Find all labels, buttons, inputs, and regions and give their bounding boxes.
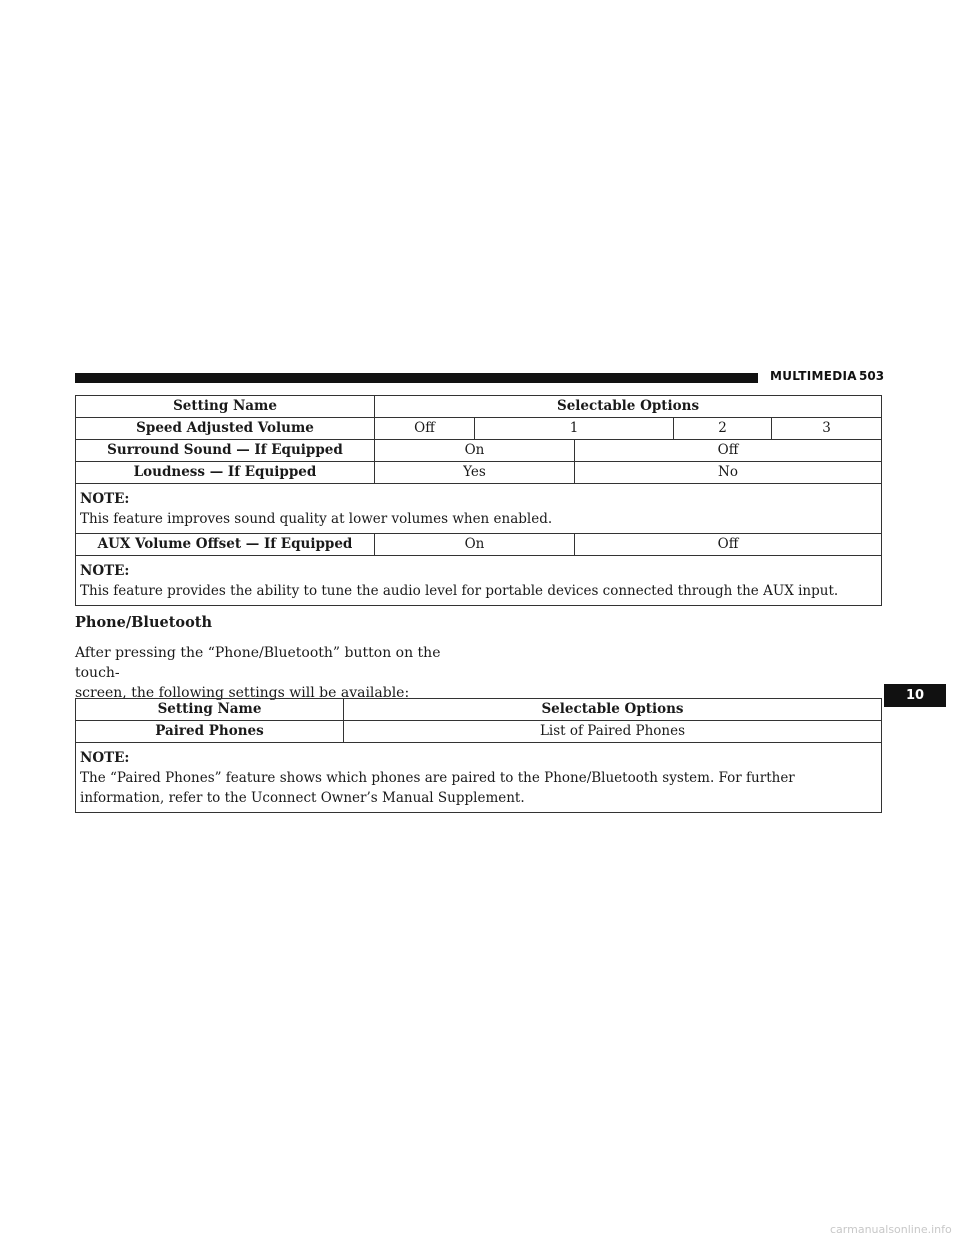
page-number: 503 bbox=[859, 369, 885, 383]
audio-settings-table bbox=[75, 395, 882, 606]
note-text: This feature provides the ability to tune the audio level for portable devices connected through the AUX input. bbox=[80, 583, 839, 599]
watermark: carmanualsonline.info bbox=[830, 1223, 952, 1236]
note-row bbox=[76, 484, 882, 534]
table-row bbox=[76, 418, 882, 440]
table-row bbox=[76, 721, 882, 743]
column-header-setting: Setting Name bbox=[76, 396, 375, 418]
body-line: After pressing the “Phone/Bluetooth” button on the touch- bbox=[75, 645, 441, 681]
note-text: The “Paired Phones” feature shows which phones are paired to the Phone/Bluetooth system. For further information, refer to the Uconnect Owner’s Manual Supplement. bbox=[80, 770, 795, 806]
note-cell bbox=[76, 484, 882, 534]
note-label: NOTE: bbox=[80, 491, 130, 507]
table-row bbox=[76, 534, 882, 556]
section-title: MULTIMEDIA bbox=[770, 369, 857, 383]
setting-name: Speed Adjusted Volume bbox=[76, 418, 375, 440]
option-value: 1 bbox=[475, 418, 674, 440]
section-body bbox=[75, 643, 475, 703]
note-row bbox=[76, 556, 882, 606]
table-row bbox=[76, 462, 882, 484]
column-header-setting: Setting Name bbox=[76, 699, 344, 721]
column-header-options: Selectable Options bbox=[375, 396, 882, 418]
option-value: List of Paired Phones bbox=[344, 721, 882, 743]
table-header-row bbox=[76, 699, 882, 721]
body-line: screen, the following settings will be available: bbox=[75, 685, 410, 701]
option-value: 2 bbox=[674, 418, 772, 440]
note-label: NOTE: bbox=[80, 563, 130, 579]
option-value: Off bbox=[575, 440, 882, 462]
note-cell bbox=[76, 556, 882, 606]
chapter-tab: 10 bbox=[884, 684, 946, 707]
table-header-row bbox=[76, 396, 882, 418]
note-text: This feature improves sound quality at lower volumes when enabled. bbox=[80, 511, 553, 527]
phone-settings-table bbox=[75, 698, 882, 813]
setting-name: Loudness — If Equipped bbox=[76, 462, 375, 484]
column-header-options: Selectable Options bbox=[344, 699, 882, 721]
option-value: Off bbox=[575, 534, 882, 556]
option-value: 3 bbox=[772, 418, 882, 440]
setting-name: Paired Phones bbox=[76, 721, 344, 743]
option-value: Off bbox=[375, 418, 475, 440]
section-heading: Phone/Bluetooth bbox=[75, 614, 212, 631]
header-rule bbox=[75, 373, 758, 383]
table-row bbox=[76, 440, 882, 462]
setting-name: AUX Volume Offset — If Equipped bbox=[76, 534, 375, 556]
note-row bbox=[76, 743, 882, 813]
option-value: Yes bbox=[375, 462, 575, 484]
setting-name: Surround Sound — If Equipped bbox=[76, 440, 375, 462]
option-value: On bbox=[375, 534, 575, 556]
note-cell bbox=[76, 743, 882, 813]
option-value: No bbox=[575, 462, 882, 484]
option-value: On bbox=[375, 440, 575, 462]
note-label: NOTE: bbox=[80, 750, 130, 766]
